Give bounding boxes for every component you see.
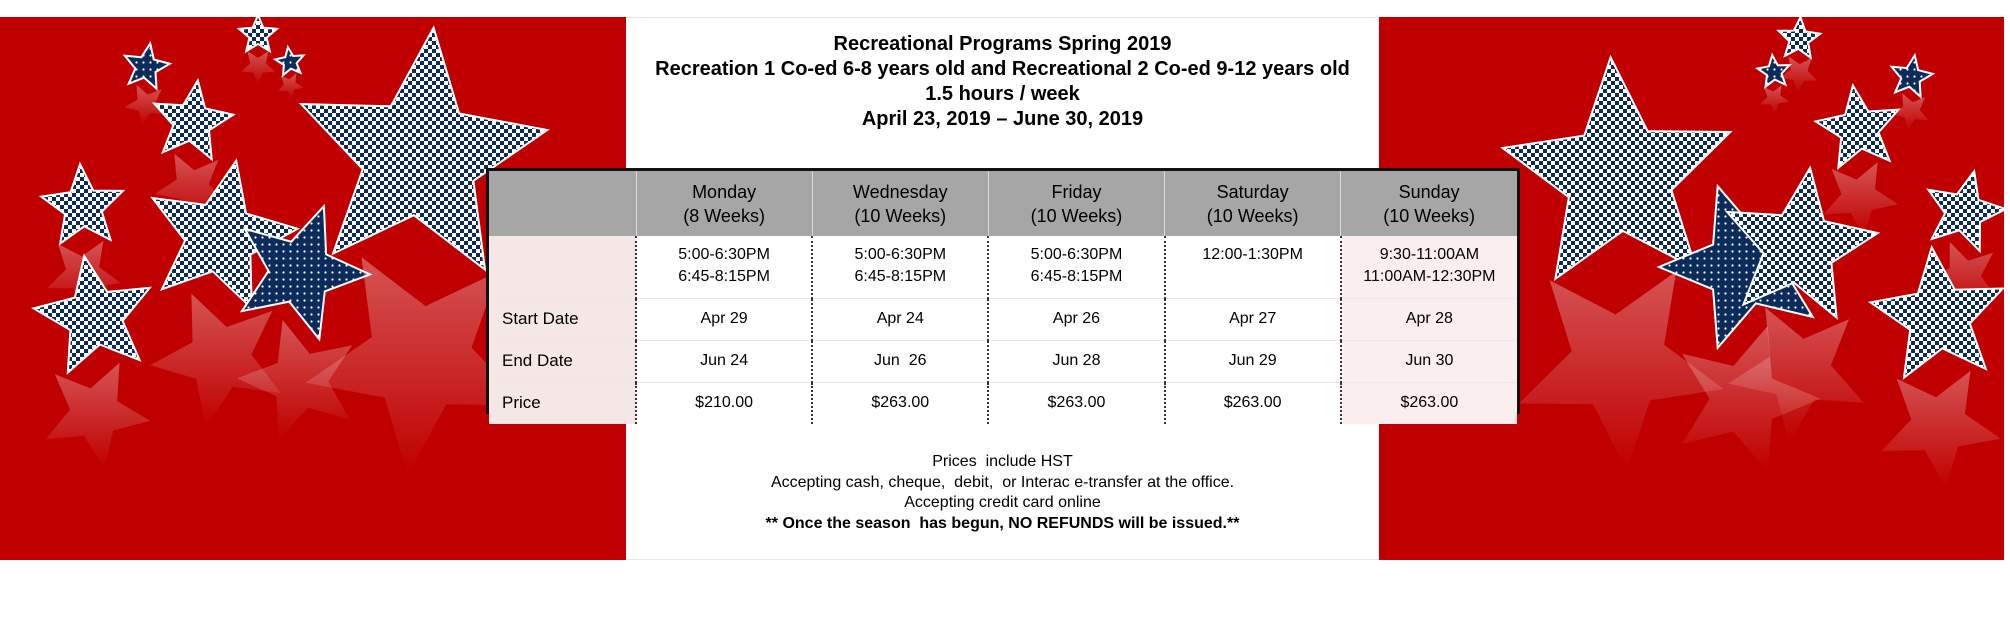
note-payment-methods: Accepting cash, cheque, debit, or Interac e-transfer at the office.: [770, 473, 1235, 491]
note-credit-card: Accepting credit card online: [904, 494, 1101, 511]
note-hst: Prices include HST: [932, 453, 1073, 470]
table-row-start-date: [489, 298, 1517, 340]
time-slot: 11:00AM-12:30PM: [1363, 268, 1496, 285]
price-saturday: $263.00: [1165, 382, 1341, 424]
schedule-table: [486, 168, 1520, 414]
start-date-monday: Apr 29: [636, 298, 812, 340]
day-name: Saturday: [1216, 181, 1289, 202]
start-date-saturday: Apr 27: [1165, 298, 1341, 340]
header-sunday: [1341, 171, 1517, 236]
week-count: (8 Weeks): [683, 205, 765, 226]
header-friday: [988, 171, 1164, 236]
time-slot: 12:00-1:30PM: [1202, 246, 1303, 263]
time-slot: 9:30-11:00AM: [1379, 246, 1480, 263]
day-name: Monday: [692, 181, 757, 202]
week-count: (10 Weeks): [854, 205, 947, 226]
end-date-label: End Date: [489, 340, 636, 382]
day-name: Wednesday: [852, 181, 948, 202]
program-duration: 1.5 hours / week: [925, 83, 1080, 105]
times-cell-wednesday: [812, 236, 988, 298]
header-wednesday: [812, 171, 988, 236]
end-date-wednesday: Jun 26: [812, 340, 988, 382]
price-label: Price: [489, 382, 636, 424]
program-age-groups: Recreation 1 Co-ed 6-8 years old and Recreational 2 Co-ed 9-12 years old: [655, 58, 1350, 80]
week-count: (10 Weeks): [1206, 205, 1299, 226]
end-date-saturday: Jun 29: [1165, 340, 1341, 382]
table-row-end-date: [489, 340, 1517, 382]
program-title: Recreational Programs Spring 2019: [833, 33, 1172, 55]
price-monday: $210.00: [636, 382, 812, 424]
program-dates: April 23, 2019 – June 30, 2019: [861, 108, 1144, 130]
week-count: (10 Weeks): [1030, 205, 1123, 226]
price-sunday: $263.00: [1341, 382, 1517, 424]
times-cell-sunday: [1341, 236, 1517, 298]
week-count: (10 Weeks): [1383, 205, 1475, 226]
time-slot: 6:45-8:15PM: [678, 268, 770, 285]
end-date-sunday: Jun 30: [1341, 340, 1517, 382]
payment-notes: [626, 452, 1379, 534]
time-slot: 6:45-8:15PM: [854, 268, 947, 285]
start-date-wednesday: Apr 24: [812, 298, 988, 340]
times-label-cell: [489, 236, 636, 298]
header-saturday: [1165, 171, 1341, 236]
start-date-friday: Apr 26: [988, 298, 1164, 340]
price-wednesday: $263.00: [812, 382, 988, 424]
note-no-refunds: ** Once the season has begun, NO REFUNDS will be issued.**: [765, 514, 1240, 532]
day-name: Friday: [1051, 181, 1102, 202]
price-friday: $263.00: [988, 382, 1164, 424]
time-slot: 6:45-8:15PM: [1030, 268, 1123, 285]
table-header-row: [489, 171, 1517, 236]
header-blank-cell: [489, 171, 636, 236]
start-date-sunday: Apr 28: [1341, 298, 1517, 340]
table-row-times: [489, 236, 1517, 298]
end-date-friday: Jun 28: [988, 340, 1164, 382]
day-name: Sunday: [1398, 181, 1460, 202]
header-monday: [636, 171, 812, 236]
program-heading: [626, 32, 1379, 132]
times-cell-friday: [988, 236, 1164, 298]
time-slot: 5:00-6:30PM: [678, 246, 770, 263]
table-row-price: [489, 382, 1517, 424]
end-date-monday: Jun 24: [636, 340, 812, 382]
time-slot: 5:00-6:30PM: [1030, 246, 1123, 263]
time-slot: 5:00-6:30PM: [854, 246, 947, 263]
times-cell-monday: [636, 236, 812, 298]
start-date-label: Start Date: [489, 298, 636, 340]
times-cell-saturday: [1165, 236, 1341, 298]
